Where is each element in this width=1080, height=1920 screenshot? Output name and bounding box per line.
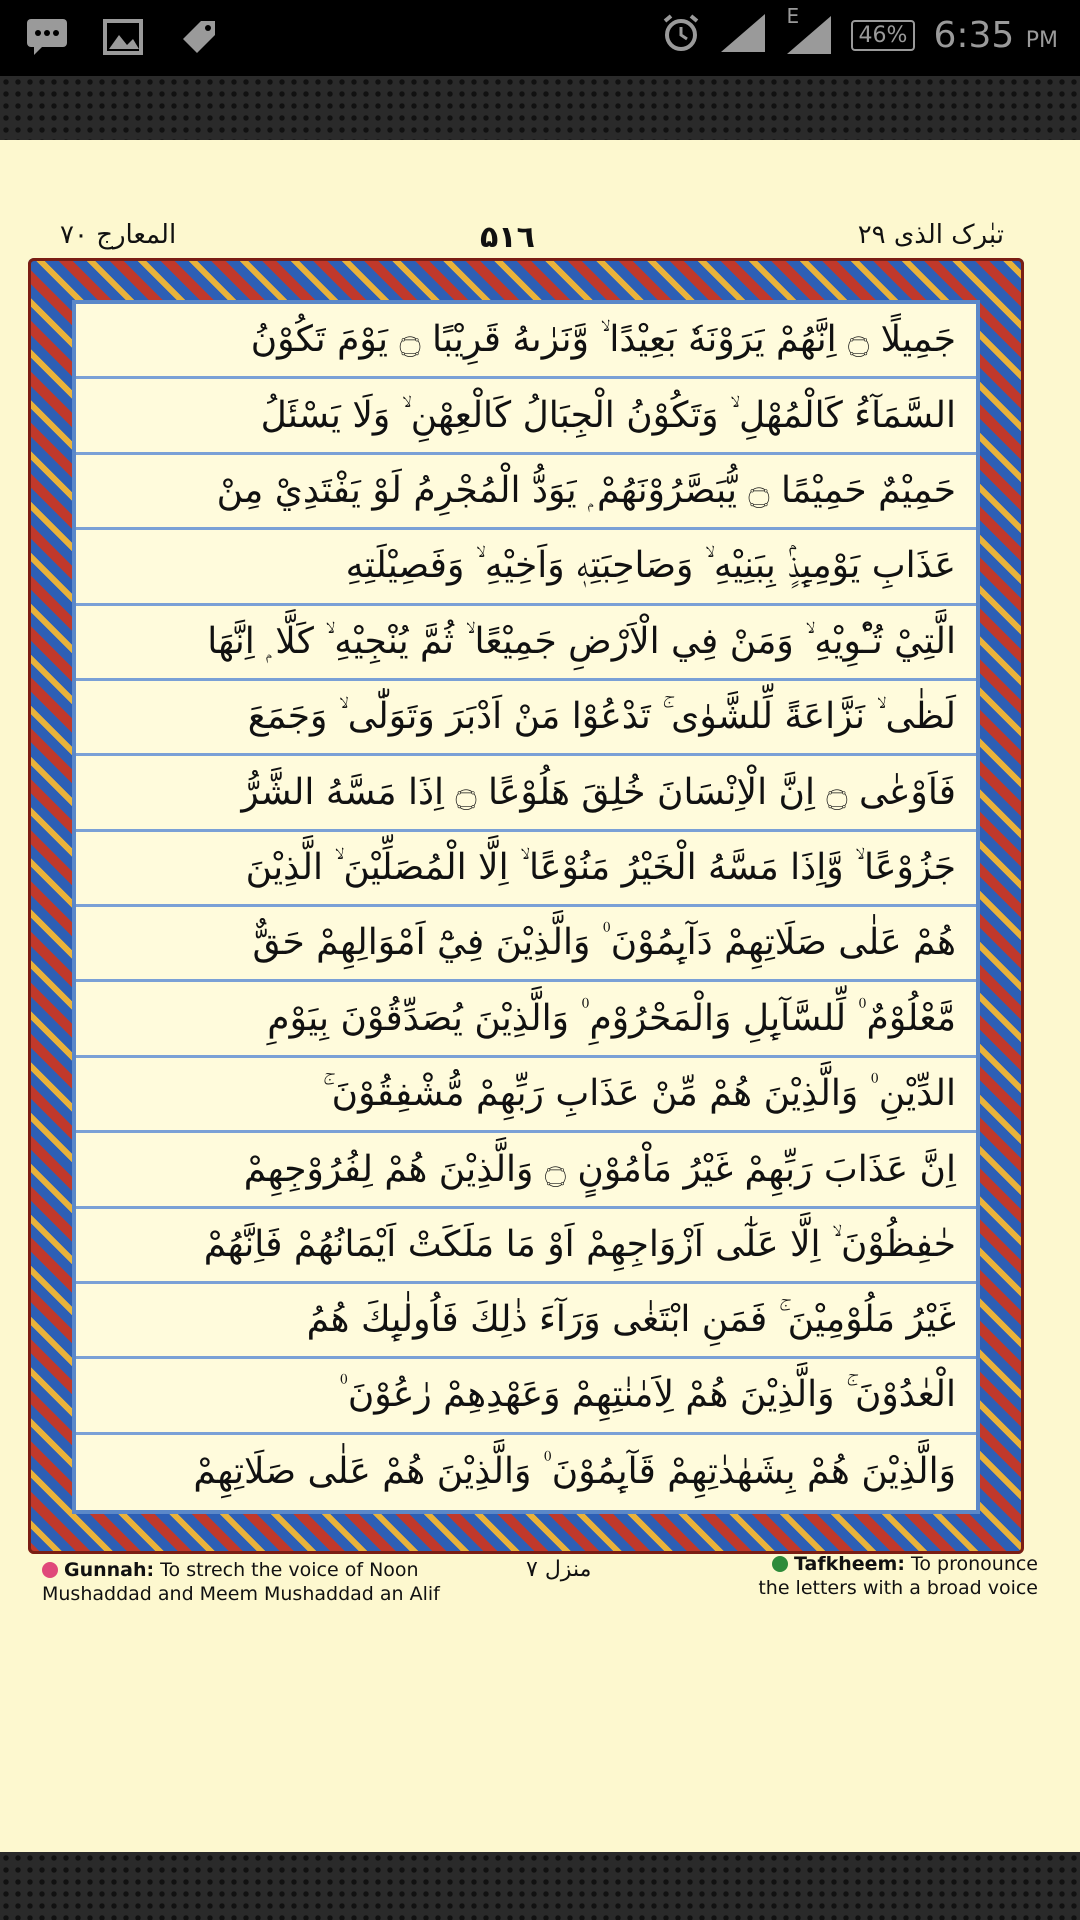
message-icon: [22, 12, 72, 62]
verse-line: حَمِيْمٌ حَمِيْمًا ۝ يُّبَصَّرُوْنَهُمْ ۭ يَوَدُّ الْمُجْرِمُ لَوْ يَفْتَدِيْ مِنْ: [76, 455, 976, 530]
verse-line: لَظٰى ۙ نَزَّاعَةً لِّلشَّوٰى ۚ تَدْعُوْا مَنْ اَدْبَرَ وَتَوَلّٰى ۙ وَجَمَعَ: [76, 681, 976, 756]
verse-line: عَذَابِ يَوْمِىِٕذٍۢ بِبَنِيْهِ ۙ وَصَاحِبَتِهٖ وَاَخِيْهِ ۙ وَفَصِيْلَتِهِ: [76, 530, 976, 605]
verse-line: غَيْرُ مَلُوْمِيْنَ ۚ فَمَنِ ابْتَغٰى وَرَآءَ ذٰلِكَ فَاُولٰىِٕكَ هُمُ: [76, 1284, 976, 1359]
clock: 6:35 PM: [933, 14, 1058, 56]
verse-line: جَمِيلًا ۝ اِنَّهُمْ يَرَوْنَهٗ بَعِيْدًا ۙ وَّنَرٰىهُ قَرِيْبًا ۝ يَوْمَ تَكُوْنُ: [76, 304, 976, 379]
tafkheem-legend: Tafkheem: To pronounce the letters with a broad voice: [758, 1553, 1038, 1599]
verse-line: فَاَوْعٰى ۝ اِنَّ الْاِنْسَانَ خُلِقَ هَلُوْعًا ۝ اِذَا مَسَّهُ الشَّرُّ: [76, 756, 976, 831]
verse-panel: [72, 300, 980, 1514]
top-toolbar-pattern: [0, 76, 1080, 140]
tag-icon: [174, 12, 224, 62]
page-number: ۵۱٦: [480, 220, 535, 255]
quran-page[interactable]: [0, 140, 1080, 1852]
verse-line: جَزُوْعًا ۙ وَّاِذَا مَسَّهُ الْخَيْرُ مَنُوْعًا ۙ اِلَّا الْمُصَلِّيْنَ ۙ الَّذِيْنَ: [76, 832, 976, 907]
verse-line: الدِّيْنِ ۠ وَالَّذِيْنَ هُمْ مِّنْ عَذَابِ رَبِّهِمْ مُّشْفِقُوْنَ ۚ: [76, 1058, 976, 1133]
gunnah-color-dot: [42, 1562, 58, 1578]
verse-line: هُمْ عَلٰى صَلَاتِهِمْ دَآىِٕمُوْنَ ۠ وَالَّذِيْنَ فِيْٓ اَمْوَالِهِمْ حَقٌّ: [76, 907, 976, 982]
data-signal-icon: E: [785, 10, 833, 60]
verse-line: حٰفِظُوْنَ ۙ اِلَّا عَلٰٓى اَزْوَاجِهِمْ اَوْ مَا مَلَكَتْ اَيْمَانُهُمْ فَاِنَّهُمْ: [76, 1209, 976, 1284]
alarm-icon: [661, 13, 701, 57]
gallery-icon: [98, 12, 148, 62]
bottom-toolbar-pattern: [0, 1852, 1080, 1920]
signal-icon: [719, 12, 767, 58]
surah-name: المعارج ۷۰: [60, 220, 177, 250]
verse-line: اِنَّ عَذَابَ رَبِّهِمْ غَيْرُ مَاْمُوْنٍ ۝ وَالَّذِيْنَ هُمْ لِفُرُوْجِهِمْ: [76, 1133, 976, 1208]
battery-indicator: 46%: [851, 20, 916, 51]
juz-name: تبٰرک الذی ۲۹: [857, 220, 1004, 250]
verse-line: السَّمَآءُ كَالْمُهْلِ ۙ وَتَكُوْنُ الْجِبَالُ كَالْعِهْنِ ۙ وَلَا يَسْئَلُ: [76, 379, 976, 454]
gunnah-legend: Gunnah: To strech the voice of Noon Mushaddad and Meem Mushaddad an Alif: [42, 1559, 440, 1605]
verse-line: الَّتِيْ تُـْٔوِيْهِ ۙ وَمَنْ فِي الْاَرْضِ جَمِيْعًا ۙ ثُمَّ يُنْجِيْهِ ۙ كَلَّا ۭ اِنَّهَا: [76, 606, 976, 681]
verse-line: وَالَّذِيْنَ هُمْ بِشَهٰدٰتِهِمْ قَآىِٕمُوْنَ ۠ وَالَّذِيْنَ هُمْ عَلٰى صَلَاتِهِمْ: [193, 1451, 956, 1493]
status-bar: [0, 0, 1080, 76]
verse-line: الْعٰدُوْنَ ۚ وَالَّذِيْنَ هُمْ لِاَمٰنٰتِهِمْ وَعَهْدِهِمْ رٰعُوْنَ ۠: [76, 1359, 976, 1434]
tafkheem-color-dot: [772, 1556, 788, 1572]
notification-icons: [22, 12, 224, 62]
verse-line: مَّعْلُوْمٌ ۠ لِّلسَّآىِٕلِ وَالْمَحْرُوْمِ ۠ وَالَّذِيْنَ يُصَدِّقُوْنَ بِيَوْمِ: [76, 982, 976, 1057]
status-right: [661, 4, 1058, 60]
manzil-label: منزل ۷: [526, 1557, 592, 1582]
